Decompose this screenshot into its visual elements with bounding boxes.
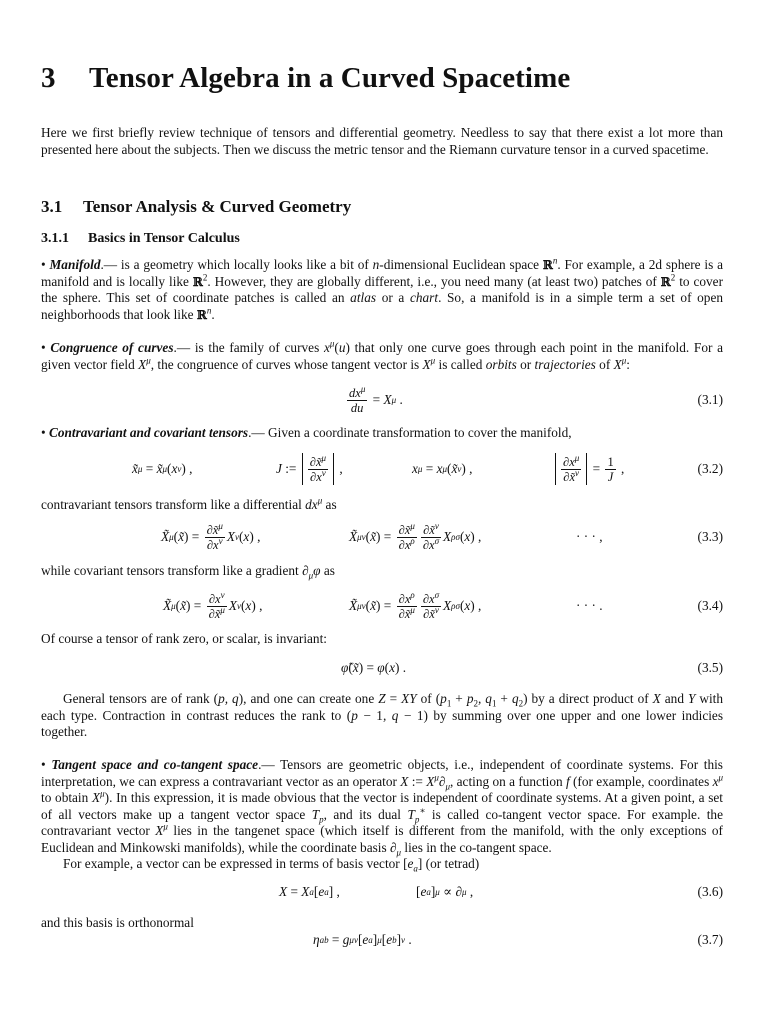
equation-tag: (3.3) <box>697 529 723 544</box>
basis-line: For example, a vector can be expressed in terms of basis vector $[e_a]$ (or tetrad) <box>63 856 480 874</box>
equation-3-4: X̃ μ ( x̃ ) = $\frac{\partial x^\nu}{\partial x̃^\mu}$ X ν ( x ) , X̃ μν ( x̃ ) = $\frac{\partial x^\rho}{\partial x̃^\mu}$ $\frac{\partial x^\sigma}{\partial x̃^\nu}$ X ρσ ( x ) , · · · . (3.4) <box>41 589 723 623</box>
subsection-number: 3.1.1 <box>41 231 69 246</box>
chapter-number: 3 <box>41 62 56 94</box>
ortho-line: and this basis is orthonormal <box>41 915 194 930</box>
bullet: • <box>41 425 46 440</box>
section-title-text: Tensor Analysis & Curved Geometry <box>83 197 352 216</box>
contra-line: contravariant tensors transform like a differential $dx^\mu$ as <box>41 495 337 512</box>
co-line-text: while covariant tensors transform like a gradient <box>41 563 303 578</box>
intro-paragraph: Here we first briefly review technique of tensors and differential geometry. Needless to say that there exist a lot more than presented here about the subjects. Then we discuss the metric tensor and the Riemann curvature tensor in a curved spacetime. <box>41 125 723 157</box>
scalar-line: Of course a tensor of rank zero, or scalar, is invariant: <box>41 631 327 646</box>
general-tensors-paragraph: General tensors are of rank (p, q), and one can create one Z = XY of ($p_1 + p_2$, $q_1 + q_2$) by a direct product of X and Y with each type. Contraction in contrast reduces the rank to (p − 1, q − 1) by summing over one upper and one lower indicies together. <box>41 691 724 740</box>
manifold-dash: .— <box>100 257 121 272</box>
section-title <box>41 197 351 217</box>
contravariant-text: .— Given a coordinate transformation to cover the manifold, <box>248 425 572 440</box>
section-number: 3.1 <box>41 197 63 216</box>
equation-3-1: $\frac{dx^\mu}{du}$ = X μ . (3.1) <box>41 383 723 417</box>
subsection-title-text: Basics in Tensor Calculus <box>88 231 240 246</box>
congruence-dash: .— <box>173 340 195 355</box>
contravariant-term: Contravariant and covariant tensors <box>48 425 249 440</box>
equation-tag: (3.1) <box>697 392 723 407</box>
tangent-term: Tangent space and co-tangent space <box>51 757 259 772</box>
equation-3-7: η ab = g μν [ e a ] μ [ e b ] ν . (3.7) <box>41 923 723 957</box>
contra-line-text: contravariant tensors transform like a differential <box>41 497 306 512</box>
equation-tag: (3.4) <box>697 598 723 613</box>
equation-tag: (3.2) <box>697 461 723 476</box>
basis-line-prefix: For example, a vector can be expressed in terms of basis vector <box>63 856 404 871</box>
equation-tag: (3.7) <box>697 932 723 947</box>
chapter-title-text: Tensor Algebra in a Curved Spacetime <box>89 62 571 94</box>
bullet: • <box>41 257 46 272</box>
equation-3-3: X̃ μ ( x̃ ) = $\frac{\partial x̃^\mu}{\partial x^\nu}$ X ν ( x ) , X̃ μν ( x̃ ) = $\frac{\partial x̃^\mu}{\partial x^\rho}$ $\frac{\partial x̃^\nu}{\partial x^\sigma}$ X ρσ ( x ) , · · · , (3.3) <box>41 520 723 554</box>
equation-3-6: X = X a [ e a ] , [ e a ] μ ∝ ∂ μ , (3.6) <box>41 875 723 909</box>
congruence-paragraph: • Congruence of curves.— is the family of curves $x^\mu(u)$ that only one curve goes through each point in the manifold. For a given vector field $X^\mu$, the congruence of curves whose tangent vector is $X^\mu$ is called orbits or trajectories of $X^\mu$: <box>41 338 723 372</box>
congruence-term: Congruence of curves <box>50 340 174 355</box>
chapter-title <box>41 62 570 95</box>
basis-line-suffix: (or tetrad) <box>422 856 480 871</box>
bullet: • <box>41 757 46 772</box>
manifold-paragraph: • Manifold.— is a geometry which locally looks like a bit of n-dimensional Euclidean space ℝ$^n$. For example, a 2d sphere is a manifold and is locally like ℝ$^2$. However, they are globally different, i.e., you need many (at least two) patches of ℝ$^2$ to cover the sphere. This set of coordinate patches is called an atlas or a chart. So, a manifold is in a simple term a set of open neighborhoods that look like ℝ$^n$. <box>41 255 723 322</box>
manifold-term: Manifold <box>49 257 101 272</box>
bullet: • <box>41 340 46 355</box>
co-line: while covariant tensors transform like a gradient $\partial_\mu\varphi$ as <box>41 563 335 581</box>
tangent-dash: .— <box>258 757 281 772</box>
tangent-paragraph: • Tangent space and co-tangent space.— Tensors are geometric objects, i.e., independent of coordinate systems. For this interpretation, we can express a contravariant vector as an operator X := $X^\mu\partial_\mu$, acting on a function f (for example, coordinates $x^\mu$ to obtain $X^\mu$). In this expression, it is made obvious that the vector is independent of coordinate systems. At a given point, a set of all vectors make up a tangent vector space $T_p$, and its dual $T_p^∗$ is called co-tangent vector space. For example. the contravariant vector $X^\mu$ lies in the tangenet space (which itself is different from the manifold, with the only exceptions of Euclidean and Minkowski manifolds), while the coordinate basis $\partial_\mu$ lies in the co-tangent space. <box>41 757 724 858</box>
subsection-title <box>41 231 240 247</box>
equation-tag: (3.5) <box>697 660 723 675</box>
equation-tag: (3.6) <box>697 884 723 899</box>
equation-3-2: x̃ μ = x̃ μ ( x ν ) , J := $\frac{\partial x̃^\mu}{\partial x^\nu}$ , x μ = x μ ( x̃ ν ) , $\frac{\partial x^\mu}{\partial x̃^\nu}$ = $\frac{1}{J}$ , (3.2) <box>41 452 723 486</box>
equation-3-5: φ̃ ( x̃ ) = φ ( x ) . (3.5) <box>41 651 723 685</box>
contravariant-paragraph <box>41 425 723 442</box>
